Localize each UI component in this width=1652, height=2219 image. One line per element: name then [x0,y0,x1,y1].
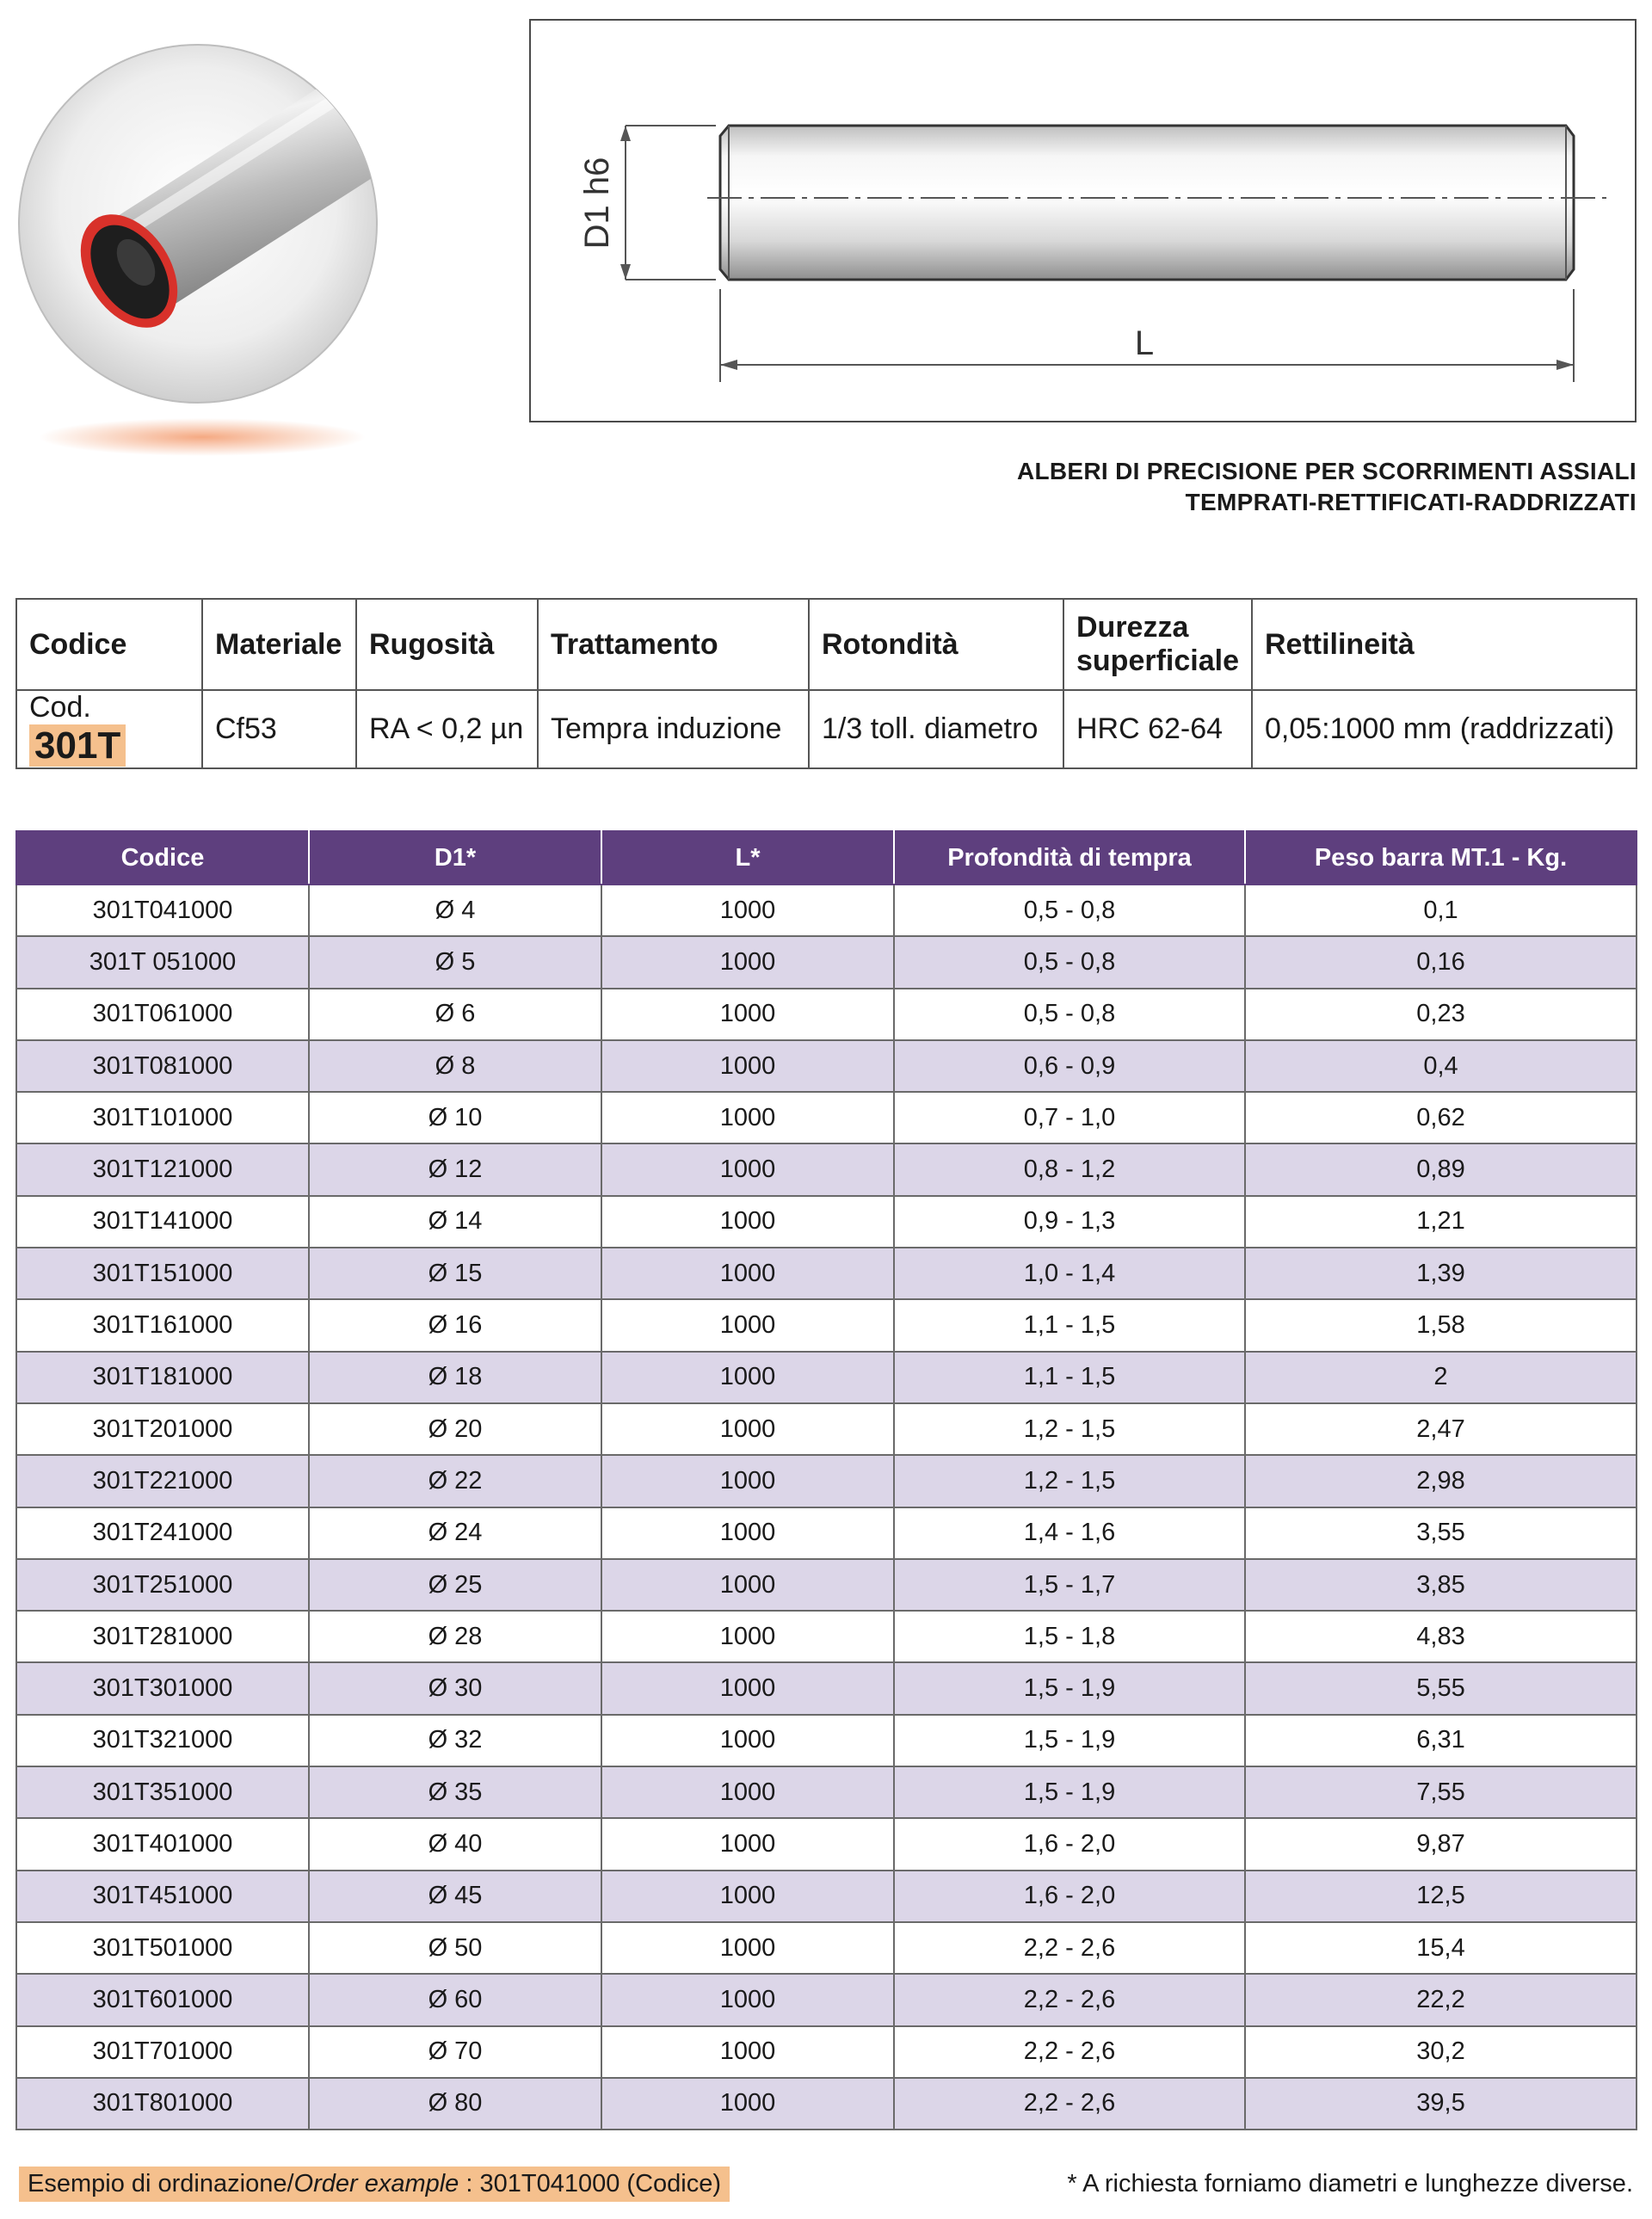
cell-d1: Ø 50 [309,1922,601,1974]
table-row [16,1871,1637,1922]
table-row [16,1143,1637,1195]
heading-line-2: TEMPRATI-RETTIFICATI-RADDRIZZATI [1185,489,1637,515]
cell-l: 1000 [601,1922,894,1974]
spec-value-row [16,690,1637,768]
cell-l: 1000 [601,1299,894,1351]
table-row [16,1299,1637,1351]
cell-profondita: 1,5 - 1,7 [894,1559,1245,1611]
cell-peso: 4,83 [1245,1611,1637,1662]
spec-header-materiale: Materiale [202,599,356,690]
technical-drawing [529,19,1637,422]
table-row [16,1662,1637,1714]
cell-d1: Ø 22 [309,1455,601,1507]
cod-prefix: Cod. [29,691,91,724]
cell-d1: Ø 8 [309,1040,601,1092]
cell-d1: Ø 45 [309,1871,601,1922]
order-example-prefix: Esempio di ordinazione/ [28,2170,294,2197]
column-header-l: L* [601,831,894,885]
cell-l: 1000 [601,1559,894,1611]
spec-header-rettilineita: Rettilineità [1252,599,1637,690]
cell-d1: Ø 6 [309,989,601,1040]
l-dimension-label: L [1134,324,1155,362]
cell-codice: 301T221000 [16,1455,309,1507]
cell-codice: 301T251000 [16,1559,309,1611]
order-example [19,2167,730,2202]
cell-peso: 30,2 [1245,2026,1637,2078]
cell-profondita: 1,6 - 2,0 [894,1818,1245,1870]
table-row [16,989,1637,1040]
cell-l: 1000 [601,1092,894,1143]
cell-peso: 5,55 [1245,1662,1637,1714]
table-row [16,1092,1637,1143]
spec-header-rugosita: Rugosità [356,599,538,690]
cell-d1: Ø 30 [309,1662,601,1714]
product-photo [17,17,379,465]
column-header-d1: D1* [309,831,601,885]
cell-codice: 301T201000 [16,1403,309,1455]
table-row [16,1974,1637,2025]
shaft-icon [720,126,1574,280]
cell-codice: 301T401000 [16,1818,309,1870]
cell-l: 1000 [601,1766,894,1818]
spec-table [15,598,1637,769]
cell-peso: 3,55 [1245,1507,1637,1559]
cell-peso: 7,55 [1245,1766,1637,1818]
cell-d1: Ø 18 [309,1352,601,1403]
cell-l: 1000 [601,885,894,936]
spec-header-row [16,599,1637,690]
spec-header-trattamento: Trattamento [538,599,809,690]
cell-l: 1000 [601,1403,894,1455]
cell-codice: 301T101000 [16,1092,309,1143]
cell-codice: 301T161000 [16,1299,309,1351]
cell-peso: 9,87 [1245,1818,1637,1870]
table-row [16,1196,1637,1248]
cell-profondita: 1,5 - 1,9 [894,1766,1245,1818]
cell-peso: 39,5 [1245,2078,1637,2130]
cell-peso: 0,4 [1245,1040,1637,1092]
cell-peso: 0,62 [1245,1092,1637,1143]
cell-profondita: 1,2 - 1,5 [894,1403,1245,1455]
table-row [16,1715,1637,1766]
cell-profondita: 1,1 - 1,5 [894,1299,1245,1351]
spec-header-durezza-line-2: superficiale [1076,644,1239,677]
spec-value-materiale: Cf53 [202,690,356,768]
spec-value-rugosita: RA < 0,2 µn [356,690,538,768]
photo-shadow [39,418,366,456]
cell-l: 1000 [601,2026,894,2078]
cell-d1: Ø 80 [309,2078,601,2130]
cell-codice: 301T501000 [16,1922,309,1974]
cell-peso: 0,23 [1245,989,1637,1040]
cell-l: 1000 [601,989,894,1040]
cell-profondita: 1,4 - 1,6 [894,1507,1245,1559]
cell-profondita: 0,8 - 1,2 [894,1143,1245,1195]
product-table-header [16,831,1637,885]
cell-codice: 301T281000 [16,1611,309,1662]
table-row [16,1040,1637,1092]
cell-l: 1000 [601,1143,894,1195]
cell-d1: Ø 16 [309,1299,601,1351]
cell-peso: 0,89 [1245,1143,1637,1195]
product-heading [1017,456,1637,518]
spec-value-rettilineita: 0,05:1000 mm (raddrizzati) [1252,690,1637,768]
cell-d1: Ø 60 [309,1974,601,2025]
table-row [16,1818,1637,1870]
cell-d1: Ø 20 [309,1403,601,1455]
cell-d1: Ø 40 [309,1818,601,1870]
cell-peso: 0,16 [1245,936,1637,988]
cell-peso: 1,39 [1245,1248,1637,1299]
cell-l: 1000 [601,1611,894,1662]
cell-profondita: 1,5 - 1,9 [894,1662,1245,1714]
cell-l: 1000 [601,1974,894,2025]
cell-d1: Ø 4 [309,885,601,936]
cell-codice: 301T081000 [16,1040,309,1092]
column-header-codice: Codice [16,831,309,885]
cell-profondita: 0,5 - 0,8 [894,989,1245,1040]
spec-value-codice [16,690,202,768]
cell-l: 1000 [601,1871,894,1922]
cell-d1: Ø 15 [309,1248,601,1299]
cell-profondita: 0,6 - 0,9 [894,1040,1245,1092]
cell-profondita: 0,5 - 0,8 [894,885,1245,936]
cell-peso: 3,85 [1245,1559,1637,1611]
table-row [16,1611,1637,1662]
cell-profondita: 0,7 - 1,0 [894,1092,1245,1143]
column-header-profondita: Profondità di tempra [894,831,1245,885]
cell-l: 1000 [601,1196,894,1248]
cell-codice: 301T 051000 [16,936,309,988]
table-row [16,1766,1637,1818]
cell-peso: 1,58 [1245,1299,1637,1351]
cell-codice: 301T801000 [16,2078,309,2130]
spec-value-durezza: HRC 62-64 [1063,690,1252,768]
cell-l: 1000 [601,2078,894,2130]
table-row [16,1922,1637,1974]
cell-l: 1000 [601,1662,894,1714]
column-header-peso: Peso barra MT.1 - Kg. [1245,831,1637,885]
cell-codice: 301T321000 [16,1715,309,1766]
cell-profondita: 1,5 - 1,9 [894,1715,1245,1766]
cell-d1: Ø 12 [309,1143,601,1195]
spec-value-rotondita: 1/3 toll. diametro [809,690,1063,768]
cell-peso: 22,2 [1245,1974,1637,2025]
cell-codice: 301T041000 [16,885,309,936]
spec-header-codice: Codice [16,599,202,690]
cell-codice: 301T351000 [16,1766,309,1818]
cell-profondita: 1,2 - 1,5 [894,1455,1245,1507]
table-row [16,1455,1637,1507]
table-row [16,1403,1637,1455]
cell-l: 1000 [601,1352,894,1403]
cell-d1: Ø 14 [309,1196,601,1248]
product-table-body [16,885,1637,2130]
cell-codice: 301T141000 [16,1196,309,1248]
cell-profondita: 1,0 - 1,4 [894,1248,1245,1299]
cell-d1: Ø 10 [309,1092,601,1143]
table-row [16,2026,1637,2078]
cell-profondita: 1,5 - 1,8 [894,1611,1245,1662]
spec-value-trattamento: Tempra induzione [538,690,809,768]
cell-codice: 301T301000 [16,1662,309,1714]
cell-profondita: 2,2 - 2,6 [894,2078,1245,2130]
table-row [16,936,1637,988]
cod-badge: 301T [29,724,126,767]
cell-d1: Ø 28 [309,1611,601,1662]
cell-d1: Ø 5 [309,936,601,988]
cell-d1: Ø 70 [309,2026,601,2078]
product-table [15,830,1637,2130]
cell-l: 1000 [601,1040,894,1092]
cell-l: 1000 [601,1507,894,1559]
cell-profondita: 1,6 - 2,0 [894,1871,1245,1922]
cell-profondita: 2,2 - 2,6 [894,1974,1245,2025]
table-row [16,1352,1637,1403]
cell-peso: 2 [1245,1352,1637,1403]
cell-l: 1000 [601,1248,894,1299]
cell-peso: 0,1 [1245,885,1637,936]
cell-d1: Ø 25 [309,1559,601,1611]
cell-codice: 301T121000 [16,1143,309,1195]
cell-peso: 15,4 [1245,1922,1637,1974]
table-row [16,1507,1637,1559]
footnote: * A richiesta forniamo diametri e lunghezze diverse. [1067,2170,1633,2197]
cell-peso: 6,31 [1245,1715,1637,1766]
cell-codice: 301T701000 [16,2026,309,2078]
cell-peso: 12,5 [1245,1871,1637,1922]
cell-profondita: 1,1 - 1,5 [894,1352,1245,1403]
cell-codice: 301T451000 [16,1871,309,1922]
d1-dimension-label: D1 h6 [578,157,616,250]
cell-codice: 301T601000 [16,1974,309,2025]
cell-profondita: 2,2 - 2,6 [894,1922,1245,1974]
cell-d1: Ø 24 [309,1507,601,1559]
table-row [16,1559,1637,1611]
table-row [16,1248,1637,1299]
cell-profondita: 2,2 - 2,6 [894,2026,1245,2078]
cell-peso: 2,47 [1245,1403,1637,1455]
cell-profondita: 0,5 - 0,8 [894,936,1245,988]
order-example-italic: Order example [293,2170,459,2197]
cell-codice: 301T181000 [16,1352,309,1403]
cell-l: 1000 [601,1715,894,1766]
cell-peso: 2,98 [1245,1455,1637,1507]
cell-d1: Ø 35 [309,1766,601,1818]
table-row [16,885,1637,936]
heading-line-1: ALBERI DI PRECISIONE PER SCORRIMENTI ASSIALI [1016,458,1637,484]
cell-codice: 301T151000 [16,1248,309,1299]
order-example-suffix: : 301T041000 (Codice) [459,2170,722,2197]
cell-l: 1000 [601,1818,894,1870]
cell-l: 1000 [601,1455,894,1507]
table-row [16,2078,1637,2130]
cell-codice: 301T241000 [16,1507,309,1559]
cell-codice: 301T061000 [16,989,309,1040]
spec-header-durezza-line-1: Durezza [1076,611,1189,644]
spec-header-durezza [1063,599,1252,690]
cell-l: 1000 [601,936,894,988]
cell-d1: Ø 32 [309,1715,601,1766]
cell-peso: 1,21 [1245,1196,1637,1248]
spec-header-rotondita: Rotondità [809,599,1063,690]
cell-profondita: 0,9 - 1,3 [894,1196,1245,1248]
